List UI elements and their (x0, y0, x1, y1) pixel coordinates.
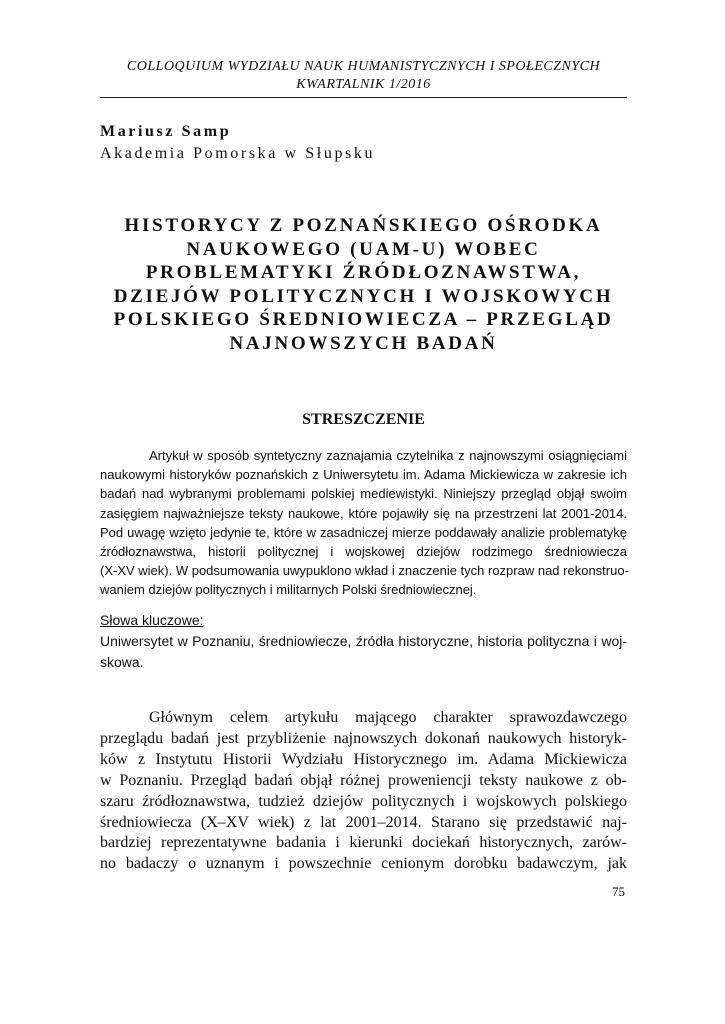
body-line: w Poznaniu. Przegląd badań objął różnej proweniencji teksty naukowe z ob- (100, 771, 627, 789)
abstract-heading: STRESZCZENIE (302, 411, 425, 428)
body-line: bardziej reprezentatywne badania i kierunki dociekań historycznych, zarów- (100, 834, 627, 852)
abstract-line: (X-XV wiek). W podsumowania uwypuklono wkład i znaczenie tych rozpraw nad rekonstruo- (100, 563, 629, 579)
title-line: DZIEJÓW POLITYCZNYCH I WOJSKOWYCH (113, 285, 614, 307)
title-line: PROBLEMATYKI ŹRÓDŁOZNAWSTWA, (145, 262, 582, 283)
author-block (100, 121, 375, 165)
body-line: średniowiecza (X–XV wiek) z lat 2001–2014. Starano się przedstawić naj- (100, 813, 627, 831)
author-affiliation: Akademia Pomorska w Słupsku (100, 145, 376, 162)
body-line: przeglądu badań jest przybliżenie najnowszych dokonań naukowych historyk- (100, 729, 627, 747)
keywords-line: Uniwersytet w Poznaniu, średniowiecze, źródła historyczne, historia polityczna i woj- (100, 633, 627, 649)
keywords-line: skowa. (100, 654, 144, 670)
abstract-line: naukowymi historyków poznańskich z Uniwersytetu im. Adama Mickiewicza w zakresie ich (100, 467, 627, 483)
page-number: 75 (612, 884, 625, 899)
article-title (100, 214, 627, 355)
title-line: POLSKIEGO ŚREDNIOWIECZA – PRZEGLĄD (113, 309, 614, 330)
title-line: NAUKOWEGO (UAM-U) WOBEC (186, 238, 541, 260)
header-divider (100, 97, 627, 98)
abstract-line: Pod uwagę wzięto jedynie te, które w zasadniczej mierze poddawały analizie problematykę (100, 524, 627, 540)
body-line: Głównym celem artykułu mającego charakter sprawozdawczego (149, 709, 627, 726)
title-line: NAJNOWSZYCH BADAŃ (229, 332, 498, 354)
body-paragraph (100, 708, 627, 875)
journal-header-line2: KWARTALNIK 1/2016 (296, 77, 431, 92)
abstract-line: Artykuł w sposób syntetyczny zaznajamia czytelnika z najnowszymi osiągnięciami (149, 448, 627, 463)
body-line: no badaczy o uznanym i powszechnie cenionym dorobku badawczym, jak (100, 855, 627, 873)
journal-header-line1: COLLOQUIUM WYDZIAŁU NAUK HUMANISTYCZNYCH I SPOŁECZNYCH (126, 59, 601, 74)
keywords-label: Słowa kluczowe: (100, 612, 204, 628)
abstract-line: waniem dziejów politycznych i militarnych Polski średniowiecznej. (100, 582, 477, 598)
title-line: HISTORYCY Z POZNAŃSKIEGO OŚRODKA (124, 215, 603, 236)
abstract-line: zasięgiem najważniejsze teksty naukowe, które pojawiły się na przestrzeni lat 2001-2014. (100, 505, 627, 521)
author-name: Mariusz Samp (100, 123, 232, 140)
abstract-line: źródłoznawstwa, historii politycznej i wojskowej dziejów rodzimego średniowiecza (100, 544, 627, 560)
keywords-block (100, 610, 627, 673)
body-line: ków z Instytutu Historii Wydziału Historycznego im. Adama Mickiewicza (100, 750, 627, 768)
body-line: szaru źródłoznawstwa, tudzież dziejów politycznych i wojskowych polskiego (100, 792, 627, 810)
journal-header (100, 58, 627, 94)
abstract-text (100, 446, 627, 600)
abstract-line: badań nad wybranymi problemami polskiej mediewistyki. Niniejszy przegląd objął swoim (100, 486, 627, 502)
